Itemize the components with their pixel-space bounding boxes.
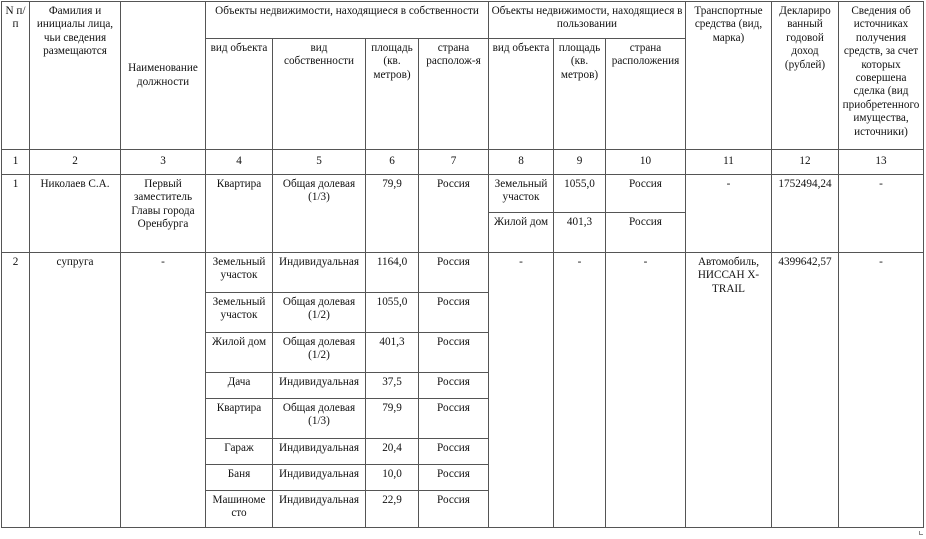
used-object-country: Россия [606,175,686,213]
owned-object-area: 1055,0 [366,293,419,333]
row-number: 2 [2,253,30,528]
owned-object-type: Гараж [206,439,273,465]
col-number: 13 [839,150,924,175]
person-name: Николаев С.А. [30,175,121,253]
owned-object-kind: Общая долевая (1/3) [273,175,366,253]
owned-object-kind: Общая долевая (1/2) [273,333,366,373]
header-own-kind: вид собственности [273,39,366,150]
owned-object-type: Земельный участок [206,253,273,293]
col-number: 2 [30,150,121,175]
owned-object-country: Россия [419,439,489,465]
header-fio: Фамилия и инициалы лица, чьи сведения размещаются [30,2,121,150]
owned-object-area: 401,3 [366,333,419,373]
owned-object-area: 10,0 [366,465,419,491]
header-n: N п/п [2,2,30,150]
col-number: 10 [606,150,686,175]
owned-object-type: Дача [206,373,273,399]
used-object-type: Земельный участок [489,175,554,213]
declaration-table [1,1,924,528]
col-number: 7 [419,150,489,175]
header-use-area: площадь (кв. метров) [554,39,606,150]
sources: - [839,175,924,253]
person-name: супруга [30,253,121,528]
owned-object-country: Россия [419,399,489,439]
header-owned-group: Объекты недвижимости, находящиеся в собственности [206,2,489,39]
column-numbers-row [2,150,924,175]
owned-object-kind: Индивидуальная [273,253,366,293]
col-number: 6 [366,150,419,175]
transport: - [686,175,772,253]
col-number: 4 [206,150,273,175]
header-income: Деклариро ванный годовой доход (рублей) [772,2,839,150]
owned-object-kind: Общая долевая (1/2) [273,293,366,333]
owned-object-country: Россия [419,373,489,399]
owned-object-country: Россия [419,333,489,373]
owned-object-kind: Индивидуальная [273,491,366,528]
owned-object-type: Жилой дом [206,333,273,373]
table-row [2,253,924,293]
used-object-area: 401,3 [554,213,606,253]
owned-object-kind: Индивидуальная [273,465,366,491]
header-transport: Транспортные средства (вид, марка) [686,2,772,150]
header-used-group: Объекты недвижимости, находящиеся в пользовании [489,2,686,39]
col-number: 12 [772,150,839,175]
owned-object-type: Баня [206,465,273,491]
person-position: - [121,253,206,528]
owned-object-area: 79,9 [366,399,419,439]
used-object-country: Россия [606,213,686,253]
col-number: 8 [489,150,554,175]
owned-object-kind: Общая долевая (1/3) [273,399,366,439]
header-position: Наименование должности [121,2,206,150]
used-object-type: Жилой дом [489,213,554,253]
owned-object-type: Квартира [206,175,273,253]
owned-object-area: 1164,0 [366,253,419,293]
col-number: 9 [554,150,606,175]
owned-object-area: 22,9 [366,491,419,528]
col-number: 5 [273,150,366,175]
owned-object-country: Россия [419,175,489,253]
sources: - [839,253,924,528]
owned-object-type: Квартира [206,399,273,439]
row-number: 1 [2,175,30,253]
header-sources: Сведения об источниках получения средств, за счет которых совершена сделка (вид приобретенного имущества, источники) [839,2,924,150]
owned-object-area: 37,5 [366,373,419,399]
transport: Автомобиль, НИССАН X-TRAIL [686,253,772,528]
owned-object-country: Россия [419,491,489,528]
header-own-country: страна располож-я [419,39,489,150]
header-use-country: страна расположения [606,39,686,150]
used-object-type: - [489,253,554,528]
person-position: Первый заместитель Главы города Оренбурга [121,175,206,253]
used-object-country: - [606,253,686,528]
owned-object-kind: Индивидуальная [273,439,366,465]
header-use-type: вид объекта [489,39,554,150]
used-object-area: 1055,0 [554,175,606,213]
owned-object-type: Земельный участок [206,293,273,333]
owned-object-country: Россия [419,253,489,293]
owned-object-area: 20,4 [366,439,419,465]
owned-object-type: Машиноме сто [206,491,273,528]
used-object-area: - [554,253,606,528]
income: 4399642,57 [772,253,839,528]
header-own-area: площадь (кв. метров) [366,39,419,150]
owned-object-area: 79,9 [366,175,419,253]
table-row [2,175,924,213]
col-number: 3 [121,150,206,175]
col-number: 1 [2,150,30,175]
page-corner-mark [919,531,923,535]
header-own-type: вид объекта [206,39,273,150]
owned-object-country: Россия [419,465,489,491]
owned-object-kind: Индивидуальная [273,373,366,399]
col-number: 11 [686,150,772,175]
owned-object-country: Россия [419,293,489,333]
income: 1752494,24 [772,175,839,253]
